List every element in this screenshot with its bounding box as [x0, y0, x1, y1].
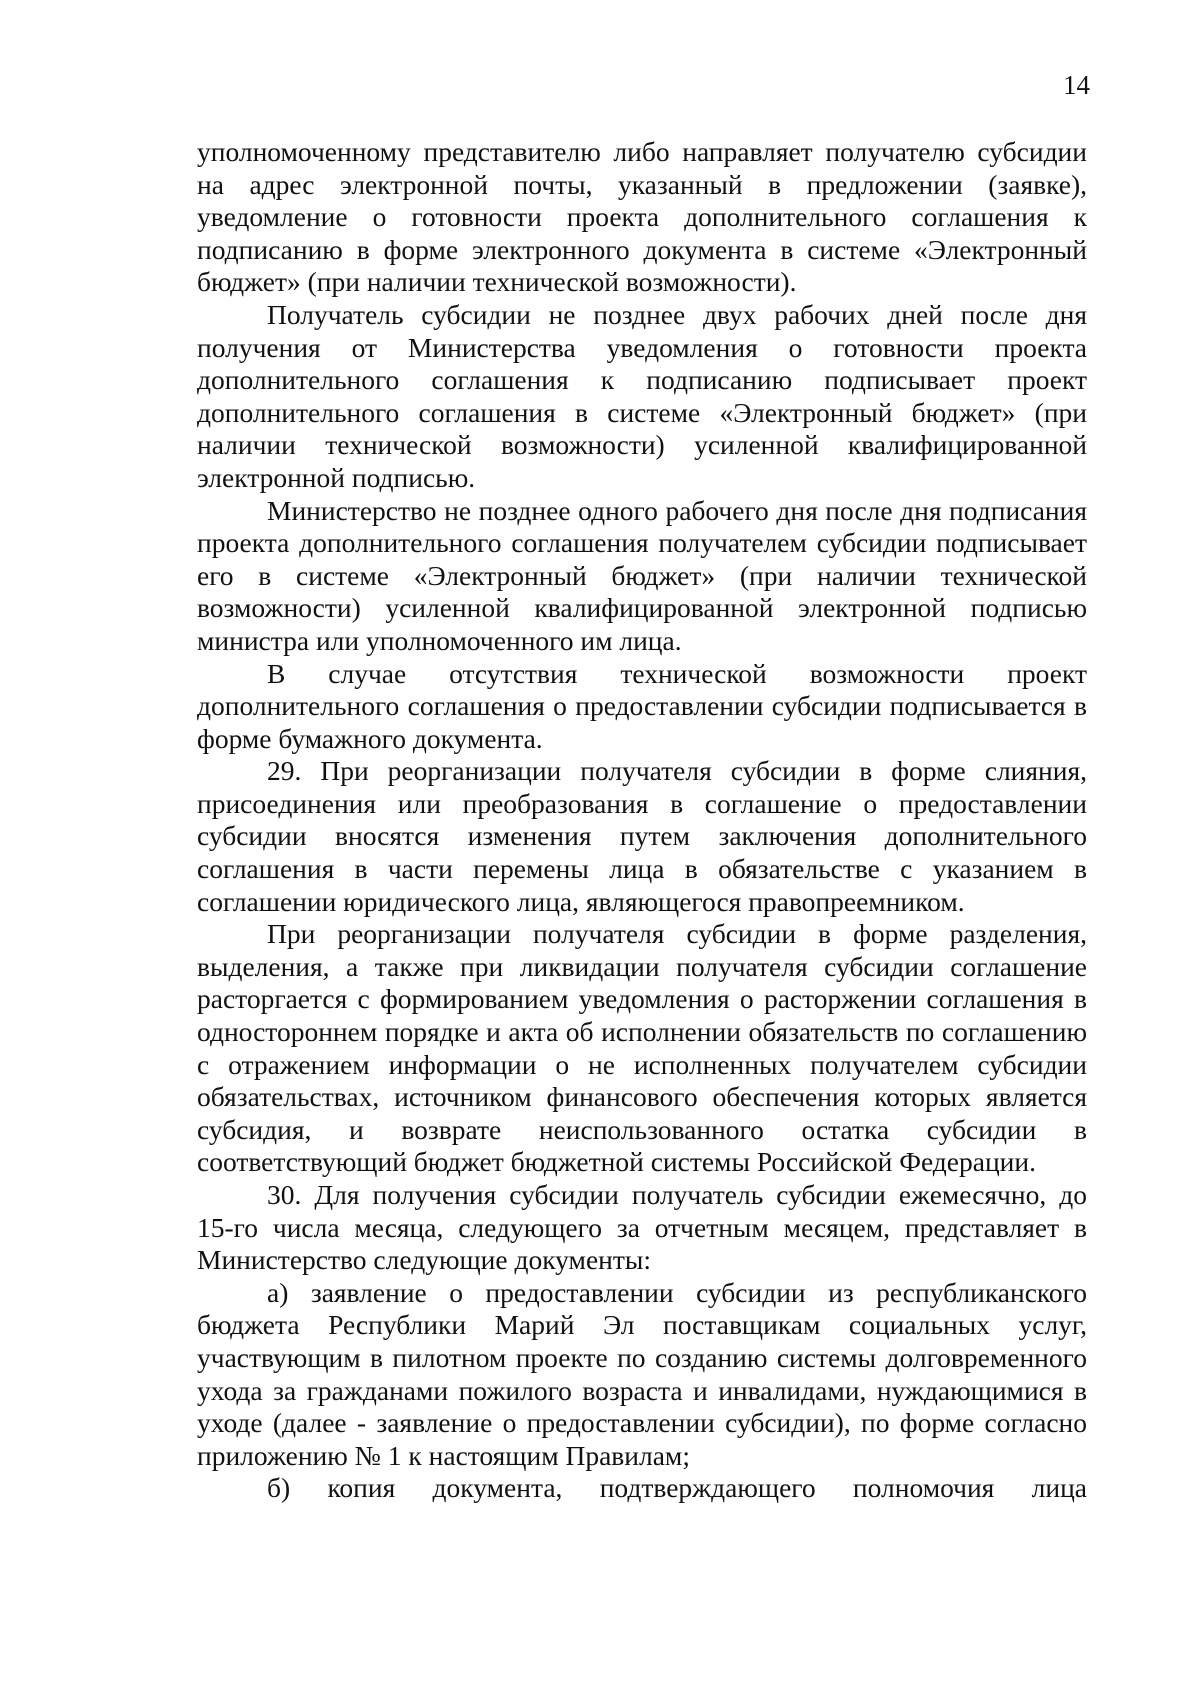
paragraph-item-30: 30. Для получения субсидии получатель субсидии ежемесячно, до 15-го числа месяца, следующего за отчетным месяцем, представляет в Министерство следующие документы: [197, 1179, 1087, 1276]
paragraph-continuation: уполномоченному представителю либо направляет получателю субсидии на адрес электронной почты, указанный в предложении (заявке), уведомление о готовности проекта дополнительного соглашения к подписанию в форме электронного документа в системе «Электронный бюджет» (при наличии технической возможности). [197, 136, 1087, 298]
paragraph: Министерство не позднее одного рабочего дня после дня подписания проекта дополнительного соглашения получателем субсидии подписывает его в системе «Электронный бюджет» (при наличии технической возможности) усиленной квалифицированной электронной подписью министра или уполномоченного им лица. [197, 494, 1087, 656]
paragraph-subitem-b: б) копия документа, подтверждающего полномочия лица [267, 1472, 1087, 1504]
document-body [197, 136, 1087, 1505]
paragraph: Получатель субсидии не позднее двух рабочих дней после дня получения от Министерства уведомления о готовности проекта дополнительного соглашения к подписанию подписывает проект дополнительного соглашения в системе «Электронный бюджет» (при наличии технической возможности) усиленной квалифицированной электронной подписью. [197, 298, 1087, 493]
paragraph: В случае отсутствия технической возможности проект дополнительного соглашения о предоставлении субсидии подписывается в форме бумажного документа. [197, 657, 1087, 754]
paragraph: При реорганизации получателя субсидии в форме разделения, выделения, а также при ликвидации получателя субсидии соглашение расторгается с формированием уведомления о расторжении соглашения в одностороннем порядке и акта об исполнении обязательств по соглашению с отражением информации о не исполненных получателем субсидии обязательствах, источником финансового обеспечения которых является субсидия, и возврате неиспользованного остатка субсидии в соответствующий бюджет бюджетной системы Российской Федерации. [197, 918, 1087, 1178]
paragraph-item-29: 29. При реорганизации получателя субсидии в форме слияния, присоединения или преобразования в соглашение о предоставлении субсидии вносятся изменения путем заключения дополнительного соглашения в части перемены лица в обязательстве с указанием в соглашении юридического лица, являющегося правопреемником. [197, 755, 1087, 917]
page-number: 14 [1063, 70, 1090, 100]
paragraph-subitem-a: а) заявление о предоставлении субсидии из республиканского бюджета Республики Марий Эл поставщикам социальных услуг, участвующим в пилотном проекте по созданию системы долговременного ухода за гражданами пожилого возраста и инвалидами, нуждающимися в уходе (далее - заявление о предоставлении субсидии), по форме согласно приложению № 1 к настоящим Правилам; [197, 1276, 1087, 1471]
